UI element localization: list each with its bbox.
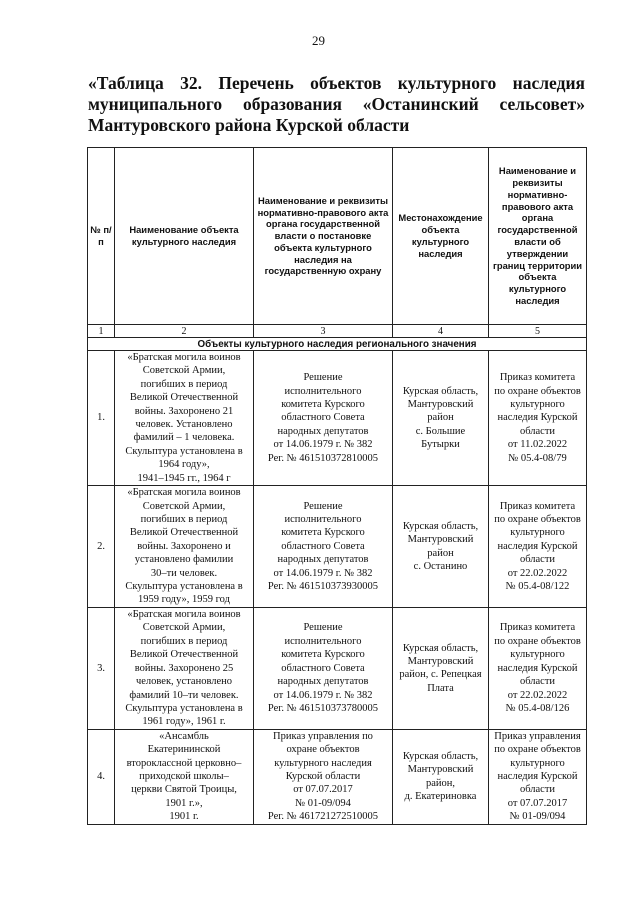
cell-line: Рег. № 461510372810005 <box>267 452 379 464</box>
title-line-2 <box>88 94 585 115</box>
cell-line: от 07.07.2017 <box>293 784 353 796</box>
title-word: сельсовет» <box>499 94 585 114</box>
header-number: № п/п <box>88 148 115 325</box>
cell-number: 4. <box>88 729 115 824</box>
cell-number: 3. <box>88 608 115 730</box>
cell-line: погибших в период <box>140 514 228 526</box>
table-row <box>88 486 587 608</box>
section-title: Объекты культурного наследия регионального значения <box>88 338 587 351</box>
cell-protection-act <box>254 486 393 608</box>
cell-line: наследия Курской <box>497 412 578 424</box>
cell-line: по охране объектов <box>494 744 581 756</box>
cell-number: 2. <box>88 486 115 608</box>
cell-line: Курская область, <box>402 385 479 397</box>
cell-line: культурного <box>510 649 565 661</box>
cell-line: охране объектов <box>286 744 360 756</box>
cell-line: Екатерининской <box>147 744 221 756</box>
cell-line: от 22.02.2022 <box>507 689 568 701</box>
title-word: объектов <box>310 73 382 93</box>
cell-line: от 07.07.2017 <box>507 797 568 809</box>
title-word: Перечень <box>218 73 294 93</box>
cell-number: 1. <box>88 351 115 486</box>
title-line-3: Мантуровского района Курской области <box>88 115 410 135</box>
cell-line: Приказ управления по <box>273 730 373 742</box>
cell-line: Скульптура установлена в <box>125 702 243 714</box>
cell-line: области <box>519 676 556 688</box>
cell-line: № 05.4-08/126 <box>505 702 570 714</box>
cell-line: район, с. Репецкая <box>399 669 482 681</box>
cell-line: войны. Захоронено 21 <box>134 405 234 417</box>
cell-line: Плата <box>427 682 454 694</box>
header-object-name: Наименование объекта культурного наследия <box>115 148 254 325</box>
cell-protection-act <box>254 608 393 730</box>
cell-line: по охране объектов <box>494 514 581 526</box>
cell-line: Великой Отечественной <box>129 392 239 404</box>
cell-location <box>393 486 489 608</box>
cell-line: от 14.06.1979 г. № 382 <box>273 689 373 701</box>
cell-line: Великой Отечественной <box>129 527 239 539</box>
cell-line: Рег. № 461510373780005 <box>267 702 379 714</box>
cell-line: комитета Курского <box>281 649 365 661</box>
cell-location <box>393 351 489 486</box>
cell-line: войны. Захоронено и <box>137 540 231 552</box>
cell-line: Приказ комитета <box>499 622 576 634</box>
section-row <box>88 338 587 351</box>
cell-line: Курской области <box>285 770 361 782</box>
cell-object-name <box>115 608 254 730</box>
cell-object-name <box>115 729 254 824</box>
cell-line: Приказ управления <box>494 730 581 742</box>
cell-line: по охране объектов <box>494 385 581 397</box>
cell-line: «Братская могила воинов <box>127 487 241 499</box>
cell-line: Курская область, <box>402 642 479 654</box>
cell-line: «Братская могила воинов <box>127 352 241 363</box>
cell-boundary-act <box>489 608 587 730</box>
title-word: наследия <box>512 73 585 93</box>
cell-line: Бутырки <box>421 439 460 451</box>
cell-line: областного Совета <box>281 662 365 674</box>
cell-line: район <box>427 547 454 559</box>
title-word: культурного <box>397 73 497 93</box>
cell-protection-act <box>254 729 393 824</box>
cell-line: комитета Курского <box>281 527 365 539</box>
cell-line: области <box>519 784 556 796</box>
header-boundary-act: Наименование и реквизиты нормативно-правового акта органа государственной власти об утверждении границ территории объекта культурного наследия <box>489 148 587 325</box>
cell-line: наследия Курской <box>497 540 578 552</box>
table-row <box>88 729 587 824</box>
column-number: 5 <box>489 325 587 338</box>
document-title <box>88 73 585 136</box>
cell-line: культурного <box>510 527 565 539</box>
cell-boundary-act <box>489 729 587 824</box>
cell-line: Рег. № 461721272510005 <box>267 811 379 823</box>
cell-protection-act <box>254 351 393 486</box>
title-line-1 <box>88 73 585 94</box>
cell-object-name <box>115 486 254 608</box>
cell-line: 1941–1945 гг., 1964 г <box>137 472 231 484</box>
table-row <box>88 351 587 486</box>
cell-line: «Ансамбль <box>159 730 209 742</box>
cell-line: наследия Курской <box>497 770 578 782</box>
cell-line: войны. Захоронено 25 <box>134 662 234 674</box>
cell-line: Курская область, <box>402 750 479 762</box>
cell-line: погибших в период <box>140 635 228 647</box>
cell-line: Мантуровский <box>407 534 474 546</box>
cell-line: 1901 г.», <box>165 797 203 809</box>
cell-boundary-act <box>489 486 587 608</box>
column-number-row <box>88 325 587 338</box>
cell-line: Решение <box>303 500 343 512</box>
cell-line: д. Екатериновка <box>404 791 477 803</box>
cell-line: с. Останино <box>413 560 468 572</box>
cell-line: № 01-09/094 <box>295 797 351 809</box>
header-location: Местонахождение объекта культурного наследия <box>393 148 489 325</box>
cell-line: 1964 году», <box>158 459 210 471</box>
cell-line: с. Большие <box>415 425 466 437</box>
cell-line: области <box>519 554 556 566</box>
cell-line: народных депутатов <box>277 425 369 437</box>
cell-line: от 14.06.1979 г. № 382 <box>273 567 373 579</box>
cell-line: Мантуровский <box>407 655 474 667</box>
cell-line: установлено фамилии <box>134 554 234 566</box>
cell-line: Советской Армии, <box>142 622 226 634</box>
cell-line: второклассной церковно– <box>126 757 242 769</box>
cell-boundary-act <box>489 351 587 486</box>
title-word: муниципального <box>88 94 223 114</box>
column-number: 4 <box>393 325 489 338</box>
cell-line: исполнительного <box>284 635 362 647</box>
cell-line: «Братская могила воинов <box>127 609 241 621</box>
cell-line: приходской школы– <box>139 770 229 782</box>
cell-line: Скульптура установлена в <box>125 581 243 593</box>
cell-line: 1959 году», 1959 год <box>138 594 230 606</box>
column-number: 2 <box>115 325 254 338</box>
title-word: «Останинский <box>362 94 479 114</box>
table-row <box>88 608 587 730</box>
cell-line: исполнительного <box>284 514 362 526</box>
cell-line: Великой Отечественной <box>129 649 239 661</box>
title-word: образования <box>242 94 342 114</box>
cell-line: № 05.4-08/122 <box>505 581 570 593</box>
cell-line: № 01-09/094 <box>509 811 566 823</box>
column-number: 3 <box>254 325 393 338</box>
cell-line: исполнительного <box>284 385 362 397</box>
cell-line: Рег. № 461510373930005 <box>267 581 379 593</box>
cell-line: район, <box>425 777 456 789</box>
cell-line: от 11.02.2022 <box>507 439 568 451</box>
cell-line: 30–ти человек. <box>150 567 218 579</box>
cell-line: 1901 г. <box>169 811 199 823</box>
page-number: 29 <box>312 33 325 48</box>
cell-line: Мантуровский <box>407 398 474 410</box>
cell-object-name <box>115 351 254 486</box>
cell-line: наследия Курской <box>497 662 578 674</box>
cell-line: области <box>519 425 556 437</box>
cell-line: фамилий – 1 человека. <box>133 432 235 444</box>
table-header-row <box>88 148 587 325</box>
cell-line: Приказ комитета <box>499 500 576 512</box>
cell-line: № 05.4-08/79 <box>508 452 567 464</box>
cell-line: Скульптура установлена в <box>125 445 243 457</box>
cell-line: Решение <box>303 372 343 384</box>
title-word: 32. <box>180 73 203 93</box>
cell-line: Мантуровский <box>407 764 474 776</box>
cell-line: фамилий 10–ти человек. <box>129 689 239 701</box>
cell-location <box>393 729 489 824</box>
cell-line: человек, установлено <box>135 676 233 688</box>
cell-line: район <box>427 412 454 424</box>
cell-line: Советской Армии, <box>142 500 226 512</box>
cell-line: 1961 году», 1961 г. <box>142 716 226 728</box>
cell-line: Советской Армии, <box>142 365 226 377</box>
cell-line: народных депутатов <box>277 676 369 688</box>
cell-line: культурного <box>510 398 565 410</box>
cell-line: народных депутатов <box>277 554 369 566</box>
cell-line: погибших в период <box>140 378 228 390</box>
header-protection-act: Наименование и реквизиты нормативно-правового акта органа государственной власти о постановке объекта культурного наследия на государственную охрану <box>254 148 393 325</box>
cell-line: церкви Святой Троицы, <box>131 784 237 796</box>
cell-line: областного Совета <box>281 540 365 552</box>
cell-location <box>393 608 489 730</box>
cell-line: комитета Курского <box>281 398 365 410</box>
cell-line: Решение <box>303 622 343 634</box>
heritage-table <box>87 147 587 825</box>
cell-line: культурного <box>510 757 565 769</box>
cell-line: культурного наследия <box>274 757 372 769</box>
cell-line: человек. Установлено <box>135 419 233 431</box>
cell-line: Курская область, <box>402 520 479 532</box>
cell-line: Приказ комитета <box>499 372 576 384</box>
title-word: «Таблица <box>88 73 164 93</box>
cell-line: по охране объектов <box>494 635 581 647</box>
column-number: 1 <box>88 325 115 338</box>
cell-line: областного Совета <box>281 412 365 424</box>
cell-line: от 22.02.2022 <box>507 567 568 579</box>
cell-line: от 14.06.1979 г. № 382 <box>273 439 373 451</box>
